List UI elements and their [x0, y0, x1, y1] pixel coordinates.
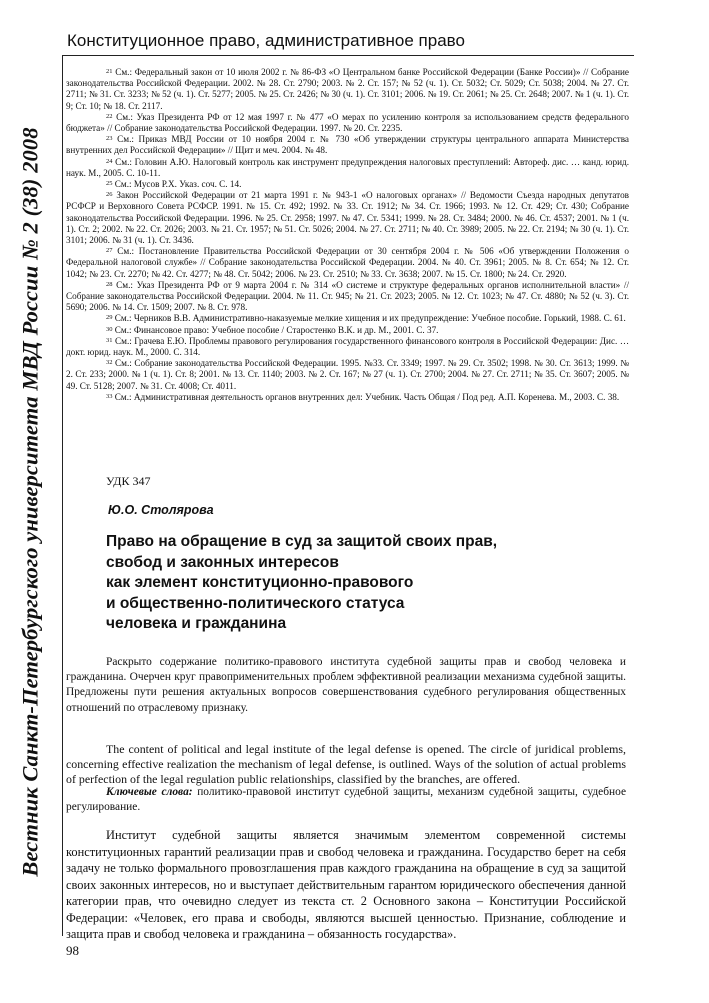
footnote-text: См.: Черников В.В. Административно-наказуемые мелкие хищения и их предупреждение: Учебное пособие. Горький, 1988. С. 61. [114, 313, 626, 324]
footnote-number: 32 [106, 359, 113, 367]
footnote [66, 336, 629, 358]
footnote [66, 325, 629, 336]
footnote-number: 29 [106, 314, 113, 322]
abstract-russian: Раскрыто содержание политико-правового института судебной защиты прав и свобод человека и гражданина. Очерчен круг правоприменительных проблем эффективной реализации механизма судебной защиты. Предложены пути решения актуальных вопросов совершенствования судебного регулирования общественных отношений по отраслевому признаку. [66, 656, 626, 714]
title-line: Право на обращение в суд за защитой своих прав, [106, 533, 498, 550]
footnote-text: См.: Административная деятельность органов внутренних дел: Учебник. Часть Общая / Под ред. А.П. Коренева. М., 2003. С. 38. [114, 391, 620, 402]
udk-code: УДК 347 [106, 474, 151, 488]
footnote [66, 190, 629, 246]
footnote-number: 24 [106, 157, 113, 165]
title-line: свобод и законных интересов [106, 553, 339, 571]
title-line: как элемент конституционно-правового [106, 574, 414, 591]
keywords-text: политико-правовой институт судебной защиты, механизм судебной защиты, судебное регулирование. [66, 786, 626, 814]
footnote-number: 22 [106, 112, 113, 120]
author-name: Ю.О. Столярова [108, 503, 214, 517]
journal-side-title [0, 0, 62, 1003]
header-rule [62, 55, 634, 56]
footnote-text: Закон Российской Федерации от 21 марта 1991 г. № 943-1 «О налоговых органах» // Ведомости Съезда народных депутатов РСФСР и Верховного Совета РСФСР. 1991. № 15. Ст. 492; 1992. № 33. Ст. 1912; № 34. Ст. 1966; 1993. № 12. Ст. 429; Ст. 430; Собрание законодательства Российской Федерации. 1996. № 25. Ст. 2958; 1997. № 47. Ст. 5341; 1999. № 28. Ст. 3484; 2000. № 46. Ст. 4537; 2001. № 1 (ч. 1). Ст. 2; 2002. № 22. Ст. 2026; 2003. № 21. Ст. 1957; № 51. Ст. 5026; 2004. № 27. Ст. 2711; № 40. Ст. 3989; 2005. № 22. Ст. 2194; № 30 (ч. 1). Ст. 3101; 2006. № 31 (ч. 1). Ст. 3436. [66, 190, 630, 246]
footnotes [66, 67, 629, 403]
title-line: и общественно-политического статуса [106, 594, 405, 612]
footnote [66, 280, 629, 314]
footnote-number: 31 [106, 336, 113, 344]
title-line: человека и гражданина [106, 615, 287, 632]
footnote-number: 28 [106, 280, 113, 288]
footnote-text: См.: Постановление Правительства Российской Федерации от 30 сентября 2004 г. № 506 «Об утверждении Положения о Федеральной налоговой службе» // Собрание законодательства Российской Федерации. 2004. № 40. Ст. 3961; 2005. № 8. Ст. 654; № 12. Ст. 1042; № 23. Ст. 2270; № 42. Ст. 4277; № 48. Ст. 5042; 2006. № 23. Ст. 2510; № 33. Ст. 3638; 2007. № 15. Ст. 1800; № 24. Ст. 2920. [66, 246, 629, 279]
footnote [66, 358, 629, 392]
footnote [66, 179, 629, 190]
footnote [66, 157, 629, 179]
keywords [66, 785, 626, 815]
footnote [66, 392, 629, 403]
running-header: Конституционное право, административное право [67, 31, 465, 50]
footnote-text: См.: Финансовое право: Учебное пособие / Старостенко В.К. и др. М., 2001. С. 37. [114, 324, 439, 335]
body-paragraph: Институт судебной защиты является значимым элементом современной системы конституционных гарантий реализации прав и свобод человека и гражданина. Государство берет на себя задачу не только формального провозглашения прав каждого гражданина на обращение в суд за защитой своих законных интересов, но и выступает действительным гарантом юридического обеспечения данной категории прав, что очевидно следует из текста ст. 2 Основного закона – Конституции Российской Федерации: «Человек, его права и свободы, являются высшей ценностью. Признание, соблюдение и защита прав и свобод человека и гражданина – обязанность государства». [66, 828, 626, 941]
footnote [66, 313, 629, 324]
abstract-english: The content of political and legal institute of the legal defense is opened. The circle of juridical problems, concerning effective realization the mechanism of legal defense, is outlined. Ways of the solution of actual problems of perfection of the legal regulation public relationships, classified by the branches, are offered. [66, 742, 626, 787]
footnote-text: См.: Собрание законодательства Российской Федерации. 1995. №33. Ст. 3349; 1997. № 29. Ст. 3502; 1998. № 30. Ст. 3613; 1999. № 2. Ст. 233; 2000. № 1 (ч. 1). Ст. 8; 2001. № 13. Ст. 1140; 2003. № 2. Ст. 167; № 27 (ч. 1). Ст. 2700; 2004. № 27. Ст. 2711; № 35. Ст. 3607; 2005. № 49. Ст. 5128; 2007. № 31. Ст. 4008; Ст. 4011. [66, 358, 630, 391]
footnote-text: См.: Грачева Е.Ю. Проблемы правового регулирования государственного финансового контроля в Российской Федерации: Дис. … докт. юрид. наук. М., 2000. С. 314. [66, 335, 630, 358]
footnote-number: 23 [106, 135, 113, 143]
footnote-number: 21 [106, 68, 113, 75]
vertical-rule [62, 56, 63, 936]
footnote-number: 30 [106, 325, 113, 333]
footnote [66, 112, 629, 134]
footnote [66, 134, 629, 156]
footnote [66, 67, 629, 112]
footnote-text: См.: Указ Президента РФ от 9 марта 2004 г. № 314 «О системе и структуре федеральных органов исполнительной власти» // Собрание законодательства Российской Федерации. 2004. № 11. Ст. 945; № 21. Ст. 2023; 2005. № 12. Ст. 1023; № 47. Ст. 4880; № 52 (ч. 3). Ст. 5690; 2006. № 14. Ст. 1509; 2007. № 8. Ст. 978. [66, 279, 629, 313]
article-title [106, 532, 626, 635]
footnote-text: См.: Головин А.Ю. Налоговый контроль как инструмент предупреждения налоговых преступлений: Автореф. дис. … канд. юрид. наук. М., 2005. С. 10-11. [66, 156, 630, 178]
footnote-number: 27 [106, 247, 113, 255]
journal-side-title-text: Вестник Санкт-Петербургского университета МВД России № 2 (38) 2008 [18, 126, 43, 877]
footnote [66, 246, 629, 280]
footnote-number: 26 [106, 191, 113, 199]
footnote-number: 33 [106, 392, 113, 400]
footnote-text: См.: Мусов Р.Х. Указ. соч. С. 14. [114, 179, 242, 190]
keywords-label: Ключевые слова: [106, 786, 193, 798]
footnote-text: См.: Федеральный закон от 10 июля 2002 г. № 86-ФЗ «О Центральном банке Российской Федерации (Банке России)» // Собрание законодательства Российской Федерации. 2002. № 28. Ст. 2790; 2003. № 2. Ст. 157; № 52 (ч. 1). Ст. 5032; Ст. 5029; Ст. 5038; 2004. № 27. Ст. 2711; № 31. Ст. 3233; № 52 (ч. 1). Ст. 5277; 2005. № 25. Ст. 2426; № 30 (ч. 1). Ст. 3101; 2006. № 19. Ст. 2061; № 25. Ст. 2648; 2007. № 1 (ч. 1). Ст. 9; Ст. 10; № 18. Ст. 2117. [66, 67, 630, 111]
footnote-text: См.: Указ Президента РФ от 12 мая 1997 г. № 477 «О мерах по усилению контроля за использованием средств федерального бюджета» // Собрание законодательства Российской Федерации. 1997. № 20. Ст. 2235. [66, 111, 630, 134]
footnote-number: 25 [106, 180, 113, 188]
footnote-text: См.: Приказ МВД России от 10 ноября 2004 г. № 730 «Об утверждении структуры центрального аппарата Министерства внутренних дел Российской Федерации» // Щит и меч. 2004. № 48. [66, 134, 630, 156]
page-number: 98 [66, 943, 79, 958]
